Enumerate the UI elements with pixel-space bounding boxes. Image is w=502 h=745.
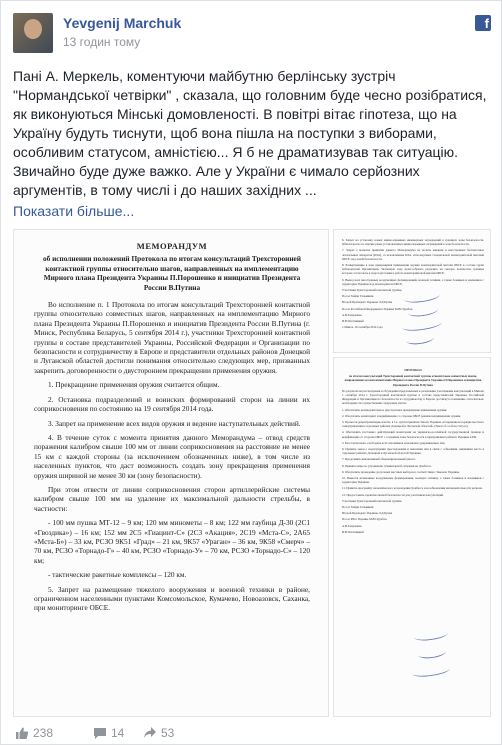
document-paragraph: - 100 мм пушка МТ-12 – 9 км; 120 мм минометы – 8 км; 122 мм гаубица Д-30 (2С1 «Гвоздика») – 16 км; 152 мм 2С5 «Гиацинт-С» (2С3 «Акация», 2С19 «Мста-С», 2А65 «Мста-Б») – 33 км, РСЗО 9К51 «Град» – 21 км, 9К57 «Ураган» – 36 км, 9К58 «Смерч» – 70 км, РСЗО «Торнадо-Г» – 40 км, РСЗО «Торнадо-У» – 70 км, РСЗО «Торнадо-С» – 120 км; <box>34 518 310 565</box>
protocol-line: А.В.Захарченко <box>342 523 362 528</box>
post-header <box>13 13 491 53</box>
signature-mark <box>413 628 448 643</box>
document-paragraph: 2. Остановка подразделений и воинских формирований сторон на линии их соприкосновения по состоянию на 19 сентября 2014 года. <box>34 394 310 414</box>
likes-count[interactable] <box>15 725 53 741</box>
protocol-line: 2. Обеспечить мониторинг и верификацию со стороны ОБСЕ режима неприменения оружия. <box>342 413 461 418</box>
see-more-link[interactable]: Показати більше... <box>13 203 135 219</box>
signature-page-line: 6. Запрет на установку новых минно-взрывных инженерных заграждений в границах зоны безопасности. Обязательство по снятию ранее установленных минно-взрывных заграждений в зоне безопасности. <box>342 238 484 247</box>
comments-count[interactable] <box>93 725 124 741</box>
signature-page-line: 8. Развертывание в зоне прекращения применения оружия мониторинговой миссии ОБСЕ в составе групп наблюдателей Организации. Указанную зону целесообразно разделить на сектора, количество границы которых согласовать в ходе подготовки к работе мониторинговой миссии ОБСЕ. <box>342 263 484 276</box>
document-paragraph: - тактические ракетные комплексы – 120 км. <box>48 570 187 580</box>
document-paragraph: При этом отвести от линии соприкосновения сторон артиллерийские системы калибром свыше 100 мм на удаление их максимальной дальности стрельбы, в частности: <box>34 484 310 513</box>
protocol-line: 5. Безотлагательно освободить всех заложников и незаконно удерживаемых лиц. <box>342 440 446 445</box>
document-paragraph: 4. В течение суток с момента принятия данного Меморандума – отвод средств поражения калибром свыше 100 мм от линии соприкосновения на расстояние не менее 15 км с каждой стороны (за исключением обозначенных ниже), в том числе из населенных пунктов, что даст возможность создать зону прекращения применения оружия шириной не менее 30 км (зону безопасности). <box>34 432 310 480</box>
comment-icon <box>93 726 107 740</box>
signature-page-line: Посол Российской Федерации в Украине М.Ю.Зурабов <box>342 306 413 311</box>
protocol-page <box>342 368 484 536</box>
signature-mark <box>411 663 450 678</box>
signature-page-line: Посол Хайди Тальявини <box>342 294 374 299</box>
shares-count[interactable] <box>143 725 174 741</box>
shares-count-value: 53 <box>161 726 175 740</box>
comments-count-value: 14 <box>111 726 125 740</box>
document-paragraph: 3. Запрет на применение всех видов оружия и ведение наступательных действий. <box>48 418 301 428</box>
protocol-subtitle: по итогам консультаций Трехсторонней контактной группы относительно совместных шагов, направленных на имплементацию Мирного плана Президента Украины П.Порошенко и инициатив Президента России В.Путина <box>344 374 482 387</box>
document-image-protocol[interactable] <box>333 357 491 717</box>
thumbs-up-icon <box>15 726 29 740</box>
protocol-line: 3. Провести децентрализацию власти, в т.ч. путем принятия Закона Украины «О временном порядке местного самоуправления в отдельных районах Донецкой и Луганской областей» (Закон об особом статусе). <box>342 420 484 429</box>
signature-mark <box>417 646 446 660</box>
signature-mark <box>405 332 434 346</box>
document-paragraph: Во исполнение п. 1 Протокола по итогам консультаций Трехсторонней контактной группы относительно совместных шагов, направленных на имплементацию Мирного плана Президента Украины П.Порошенко и инициатив Президента России В.Путина (г. Минск, Республика Беларусь, 5 сентября 2014 г.), участники Трехсторонней контактной группы в составе представителей Украины, Российской Федерации и Организации по безопасности и сотрудничеству в Европе и представители отдельных районов Донецкой и Луганской областей достигли понимания относительно следующих мер, призванных закрепить договоренности о двустороннем прекращении применения оружия. <box>34 300 310 375</box>
protocol-line: 1. Обеспечить незамедлительное двустороннее прекращение применения оружия. <box>342 407 448 412</box>
signature-page-line: 9. Вывод всех иностранных вооруженных формирований, военной техники, а также боевиков и наемников с территории Украины под мониторингом ОБСЕ. <box>342 277 484 286</box>
post-text: Пані А. Меркель, коментуючи майбутню берлінську зустріч "Нормандської четвірки" , сказала, що головним буде чесно розібратися, як виконуються Мінські домовленості. В повітрі вітає гіпотеза, що на Україну будуть тиснути, щоб вона пішла на поступки з виборами, особливим статусом, амністією... Я б не драматизував так ситуацію. Звичайно буде дуже важко. Але у України є чимало серйозних аргументів, в тому числі і до наших західних ... <box>13 68 487 198</box>
protocol-line: 11. Принять программу экономического возрождения Донбасса и возобновления жизнедеятельности региона. <box>342 486 483 491</box>
protocol-line: 9. Обеспечить проведение досрочных местных выборов в соответствии с Законом Украины. <box>342 469 460 474</box>
document-image-main[interactable] <box>13 229 329 717</box>
avatar[interactable] <box>13 13 53 53</box>
share-icon <box>143 726 157 740</box>
document-title: МЕМОРАНДУМ <box>136 241 208 251</box>
author-name[interactable]: Yevgenij Marchuk <box>63 15 182 31</box>
protocol-line: 8. Принять меры по улучшению гуманитарной ситуации на Донбассе. <box>342 463 432 468</box>
signature-page-line: г. Минск, 19 сентября 2014 года <box>342 325 383 330</box>
protocol-line: Посол Хайди Тальявини <box>342 505 374 510</box>
likes-count-value: 238 <box>33 726 54 740</box>
protocol-line: Второй Президент Украины Л.Д.Кучма <box>342 511 393 516</box>
protocol-line: 10. Вывести незаконные вооруженные формирования, военную технику, а также боевиков и наемников с территории Украины. <box>342 476 484 485</box>
protocol-line: Посол РФ в Украине М.Ю.Зурабов <box>342 517 387 522</box>
document-image-signatures[interactable] <box>333 229 491 353</box>
protocol-line: 7. Продолжить инклюзивный общенациональный диалог. <box>342 457 416 462</box>
signature-page-line: Второй Президент Украины Л.Д.Кучма <box>342 300 393 305</box>
signature-page-line: А.В.Захарченко <box>342 312 362 317</box>
protocol-line: 12. Предоставить гарантии личной безопасности для участников консультаций. <box>342 492 444 497</box>
protocol-line: Участники Трехсторонней контактной группы: <box>342 498 403 503</box>
facebook-icon[interactable]: f <box>475 15 491 31</box>
reactions-bar <box>13 725 491 741</box>
document-paragraph: 1. Прекращение применения оружия считается общим. <box>48 380 220 390</box>
protocol-line: 6. Принять закон о недопущении преследования и наказания лиц в связи с событиями, имевшими место в отдельных районах Донецкой и Луганской областей Украины. <box>342 447 484 456</box>
protocol-line: И.В.Плотницкий <box>342 529 364 534</box>
signature-page-line: Участники Трехсторонней контактной группы: <box>342 288 403 293</box>
signature-page-line: 7. Запрет с момента принятия данного Меморандума на полеты авиации и иностранных беспилотных летательных аппаратов (БЛА), за исключением БЛА, используемых Специальной мониторинговой миссией ОБСЕ, над зоной безопасности. <box>342 248 484 261</box>
post-time[interactable]: 13 годин тому <box>63 35 141 49</box>
protocol-line: 4. Обеспечить постоянно действующий мониторинг на украинско-российской государственной границе и верификацию со стороны ОБСЕ с созданием зоны безопасности в приграничных районах Украины и РФ. <box>342 430 484 439</box>
protocol-line: По результатам рассмотрения и обсуждения предложенных к реализации участниками консультаций в Минске 1 сентября 2014 г. Трехсторонней контактной группы в составе представителей Украины, Российской Федерации и Организации по безопасности и сотрудничеству в Европе достигнуто понимание относительно необходимости осуществления следующих шагов: <box>342 388 484 406</box>
post-images <box>13 229 491 717</box>
document-paragraph: 5. Запрет на размещение тяжелого вооружения и военной техники в районе, ограниченном населенными пунктами Комсомольское, Кумачево, Новоазовск, Саханка, при мониторинге ОБСЕ. <box>34 584 310 613</box>
document-subtitle: об исполнении положений Протокола по итогам консультаций Трехсторонней контактной группы относительно шагов, направленных на имплементацию Мирного плана Президента Украины П.Порошенко и инициатив Президента России В.Путина <box>42 254 302 292</box>
protocol-title: ПРОТОКОЛ <box>404 368 422 372</box>
memorandum-document <box>34 242 310 618</box>
signature-page <box>342 238 484 331</box>
signature-page-line: И.В.Плотницкий <box>342 319 364 324</box>
